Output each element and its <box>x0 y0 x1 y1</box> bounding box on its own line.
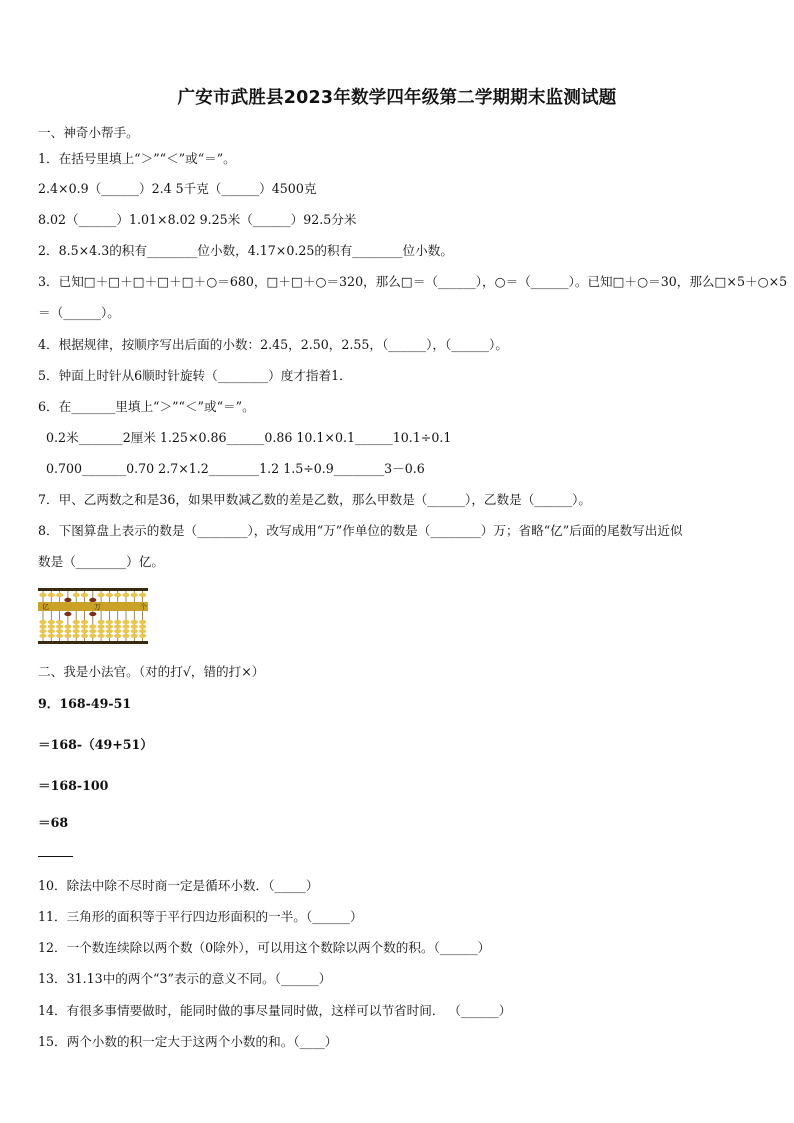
answer-line <box>38 856 73 857</box>
abacus-bead <box>48 593 55 597</box>
page-title: 广安市武胜县2023年数学四年级第二学期期末监测试题 <box>177 88 617 108</box>
question-12: 12．一个数连续除以两个数（0除外），可以用这个数除以两个数的积。（______） <box>38 940 491 955</box>
question-1-row-2: 8.02（______）1.01×8.02 9.25米（______）92.5分米 <box>38 212 357 227</box>
abacus-bead <box>81 629 88 633</box>
abacus-bead <box>114 593 121 597</box>
question-6-row-2: 0.700_______0.70 2.7×1.2________1.2 1.5÷0.9________3－0.6 <box>46 461 425 476</box>
abacus-bead <box>73 629 80 633</box>
abacus-bead <box>39 620 46 624</box>
abacus-bead <box>98 620 105 624</box>
question-9-line-1: 9．168-49-51 <box>38 696 132 711</box>
abacus-bead <box>122 629 129 633</box>
abacus-bead <box>122 593 129 597</box>
question-9-line-3: ＝168-100 <box>38 778 109 793</box>
abacus-bead <box>139 634 146 638</box>
abacus-bead <box>114 620 121 624</box>
abacus-bead <box>56 593 63 597</box>
question-11: 11．三角形的面积等于平行四边形面积的一半。（______） <box>38 909 363 924</box>
abacus-bead <box>139 593 146 597</box>
abacus-bead <box>114 629 121 633</box>
abacus-bead <box>131 634 138 638</box>
abacus-bead <box>73 634 80 638</box>
abacus-bead <box>39 625 46 629</box>
abacus-bead <box>131 629 138 633</box>
question-7: 7．甲、乙两数之和是36，如果甲数减乙数的差是乙数，那么甲数是（______），乙数是（______）。 <box>38 492 591 507</box>
question-5: 5．钟面上时针从6顺时针旋转（________）度才指着1． <box>38 368 352 383</box>
abacus-bead <box>98 625 105 629</box>
abacus-bead <box>81 634 88 638</box>
abacus-bead <box>98 634 105 638</box>
question-10: 10．除法中除不尽时商一定是循环小数．（_____） <box>38 878 319 893</box>
abacus-bead <box>56 634 63 638</box>
abacus-bead <box>73 620 80 624</box>
abacus-bead <box>89 612 96 616</box>
abacus-label-ge: 个 <box>140 603 147 611</box>
abacus-bead <box>114 625 121 629</box>
abacus-bead <box>56 620 63 624</box>
abacus-bead <box>106 634 113 638</box>
abacus-bead <box>106 629 113 633</box>
question-2: 2．8.5×4.3的积有________位小数，4.17×0.25的积有________位小数。 <box>38 243 453 258</box>
section-2-heading: 二、我是小法官。（对的打√，错的打×） <box>38 664 265 679</box>
abacus-bead <box>48 620 55 624</box>
abacus-bead <box>64 634 71 638</box>
abacus-bead <box>122 625 129 629</box>
abacus-bead <box>64 625 71 629</box>
section-1-heading: 一、神奇小帮手。 <box>38 125 139 140</box>
abacus-bead <box>89 598 96 602</box>
abacus-bead <box>64 629 71 633</box>
abacus-bead <box>139 629 146 633</box>
abacus-bead <box>98 593 105 597</box>
question-9-line-2: ＝168-（49+51） <box>38 737 153 752</box>
abacus-bead <box>139 625 146 629</box>
abacus-bead <box>89 634 96 638</box>
abacus-bead <box>98 629 105 633</box>
abacus-label-wan: 万 <box>94 603 101 611</box>
question-13: 13．31.13中的两个“3”表示的意义不同。（______） <box>38 971 332 986</box>
abacus-label-yi: 亿 <box>42 603 49 611</box>
abacus-bead <box>114 634 121 638</box>
abacus-beam <box>38 602 148 611</box>
abacus-bead <box>89 629 96 633</box>
abacus-bead <box>73 625 80 629</box>
abacus-bead <box>64 598 71 602</box>
abacus-bead <box>106 625 113 629</box>
question-4: 4．根据规律，按顺序写出后面的小数：2.45，2.50，2.55，（______），（______）。 <box>38 337 508 352</box>
abacus-bead <box>64 612 71 616</box>
question-6-row-1: 0.2米_______2厘米 1.25×0.86______0.86 10.1×0.1______10.1÷0.1 <box>46 430 452 445</box>
question-15: 15．两个小数的积一定大于这两个小数的和。（____） <box>38 1034 338 1049</box>
abacus-bead <box>81 593 88 597</box>
question-1-row-1: 2.4×0.9（______）2.4 5千克（______）4500克 <box>38 181 317 196</box>
question-14: 14．有很多事情要做时，能同时做的事尽量同时做，这样可以节省时间． （______） <box>38 1003 512 1018</box>
question-6: 6．在_______里填上“＞”“＜”或“＝”。 <box>38 399 255 414</box>
question-3-line-2: ＝（______）。 <box>38 305 120 320</box>
abacus-image <box>38 588 148 644</box>
abacus-bead <box>139 620 146 624</box>
abacus-bead <box>131 620 138 624</box>
question-1: 1．在括号里填上“＞”“＜”或“＝”。 <box>38 151 236 166</box>
abacus-bead <box>56 629 63 633</box>
abacus-bead <box>122 634 129 638</box>
abacus-bead <box>39 629 46 633</box>
abacus-bead <box>48 634 55 638</box>
abacus-bead <box>122 620 129 624</box>
abacus-bead <box>39 634 46 638</box>
question-8-line-1: 8．下图算盘上表示的数是（________），改写成用“万”作单位的数是（________）万；省略“亿”后面的尾数写出近似 <box>38 523 683 538</box>
abacus-bead <box>48 625 55 629</box>
abacus-bead <box>106 593 113 597</box>
abacus-bead <box>81 625 88 629</box>
abacus-bead <box>131 625 138 629</box>
abacus-bead <box>48 629 55 633</box>
question-8-line-2: 数是（________）亿。 <box>38 554 164 569</box>
abacus-bead <box>39 593 46 597</box>
abacus-bead <box>106 620 113 624</box>
abacus-bead <box>81 620 88 624</box>
abacus-bead <box>73 593 80 597</box>
abacus-bead <box>56 625 63 629</box>
abacus-bead <box>131 593 138 597</box>
abacus-bead <box>89 625 96 629</box>
question-3-line-1: 3．已知□＋□＋□＋□＋□＋○＝680，□＋□＋○＝320，那么□＝（______），○＝（______）。已知□＋○＝30，那么□×5＋○×5 <box>38 274 788 289</box>
question-9-line-4: ＝68 <box>38 815 69 830</box>
